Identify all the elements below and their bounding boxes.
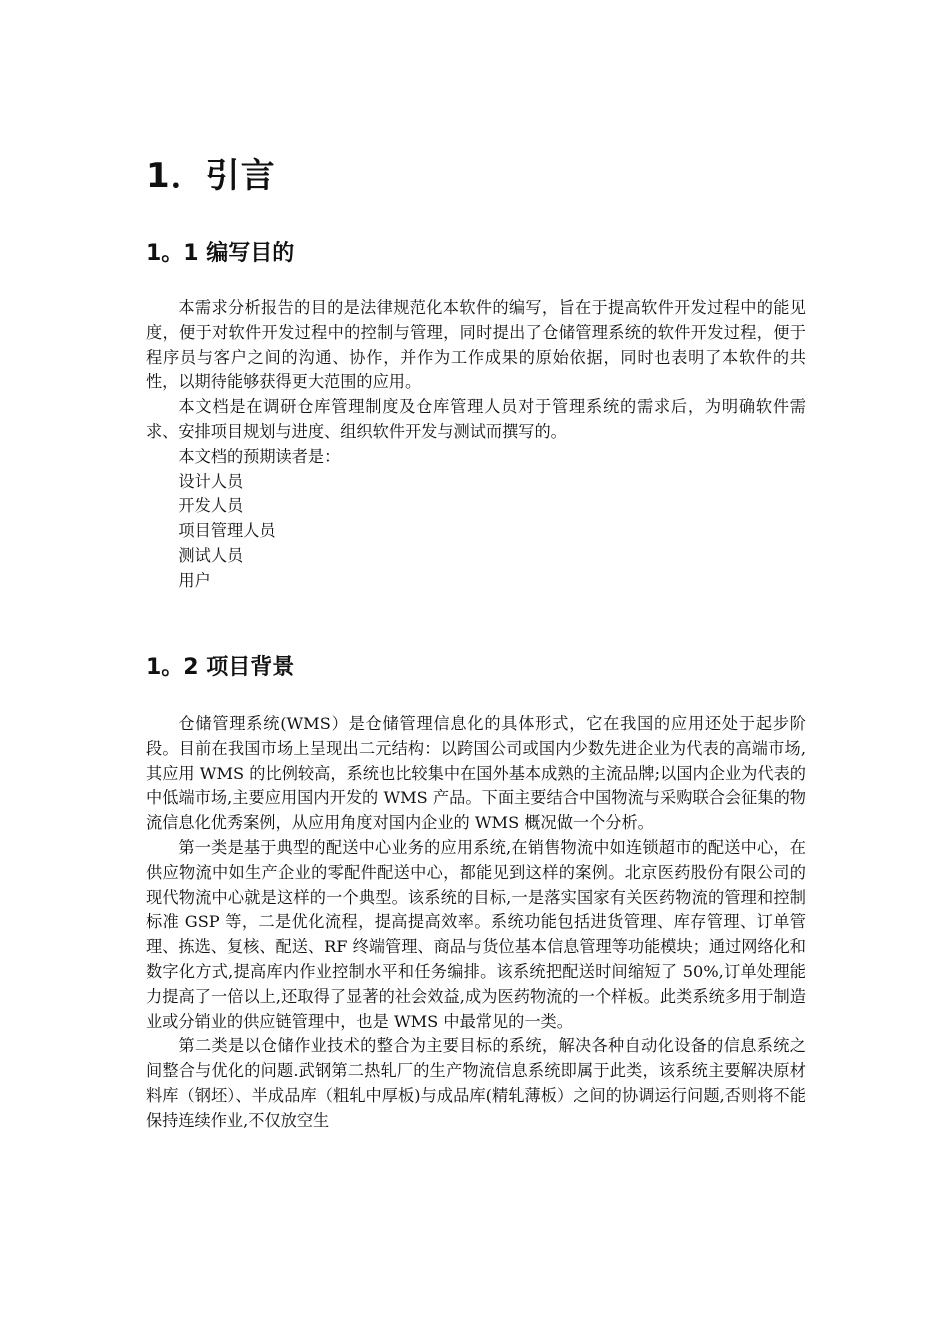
paragraph: 本文档是在调研仓库管理制度及仓库管理人员对于管理系统的需求后，为明确软件需求、安排项目规划与进度、组织软件开发与测试而撰写的。: [146, 397, 806, 441]
paragraph: 第二类是以仓储作业技术的整合为主要目标的系统，解决各种自动化设备的信息系统之间整合与优化的问题.武钢第二热轧厂的生产物流信息系统即属于此类，该系统主要解决原材料库（钢坯）、半成品库（粗轧中厚板)与成品库(精轧薄板）之间的协调运行问题,否则将不能保持连续作业,不仅放空生: [146, 1036, 806, 1130]
reader-item: 项目管理人员: [178, 521, 276, 541]
section-body-purpose: [146, 296, 806, 594]
reader-item: 用户: [178, 570, 211, 590]
chapter-title: 1．引言: [146, 156, 276, 196]
paragraph: 仓储管理系统(WMS）是仓储管理信息化的具体形式，它在我国的应用还处于起步阶段。目前在我国市场上呈现出二元结构：以跨国公司或国内少数先进企业为代表的高端市场,其应用 WMS 的比例较高，系统也比较集中在国外基本成熟的主流品牌;以国内企业为代表的中低端市场,主要应用国内开发的 WMS 产品。下面主要结合中国物流与采购联合会征集的物流信息化优秀案例，从应用角度对国内企业的 WMS 概况做一个分析。: [146, 714, 806, 833]
section-body-background: [146, 712, 806, 1134]
paragraph: 本文档的预期读者是：: [178, 446, 341, 466]
paragraph: 本需求分析报告的目的是法律规范化本软件的编写，旨在于提高软件开发过程中的能见度，便于对软件开发过程中的控制与管理，同时提出了仓储管理系统的软件开发过程，便于程序员与客户之间的沟通、协作，并作为工作成果的原始依据，同时也表明了本软件的共性，以期待能够获得更大范围的应用。: [146, 298, 806, 392]
reader-item: 测试人员: [178, 545, 244, 565]
paragraph: 第一类是基于典型的配送中心业务的应用系统,在销售物流中如连锁超市的配送中心，在供应物流中如生产企业的零配件配送中心，都能见到这样的案例。北京医药股份有限公司的现代物流中心就是这样的一个典型。该系统的目标,一是落实国家有关医药物流的管理和控制标准 GSP 等，二是优化流程，提高提高效率。系统功能包括进货管理、库存管理、订单管理、拣选、复核、配送、RF 终端管理、商品与货位基本信息管理等功能模块；通过网络化和数字化方式,提高库内作业控制水平和任务编排。该系统把配送时间缩短了 50%,订单处理能力提高了一倍以上,还取得了显著的社会效益,成为医药物流的一个样板。此类系统多用于制造业或分销业的供应链管理中，也是 WMS 中最常见的一类。: [146, 837, 806, 1031]
section-heading-purpose: 1。1 编写目的: [146, 241, 295, 266]
section-heading-background: 1。2 项目背景: [146, 655, 295, 680]
reader-item: 设计人员: [178, 471, 244, 491]
reader-item: 开发人员: [178, 496, 244, 516]
